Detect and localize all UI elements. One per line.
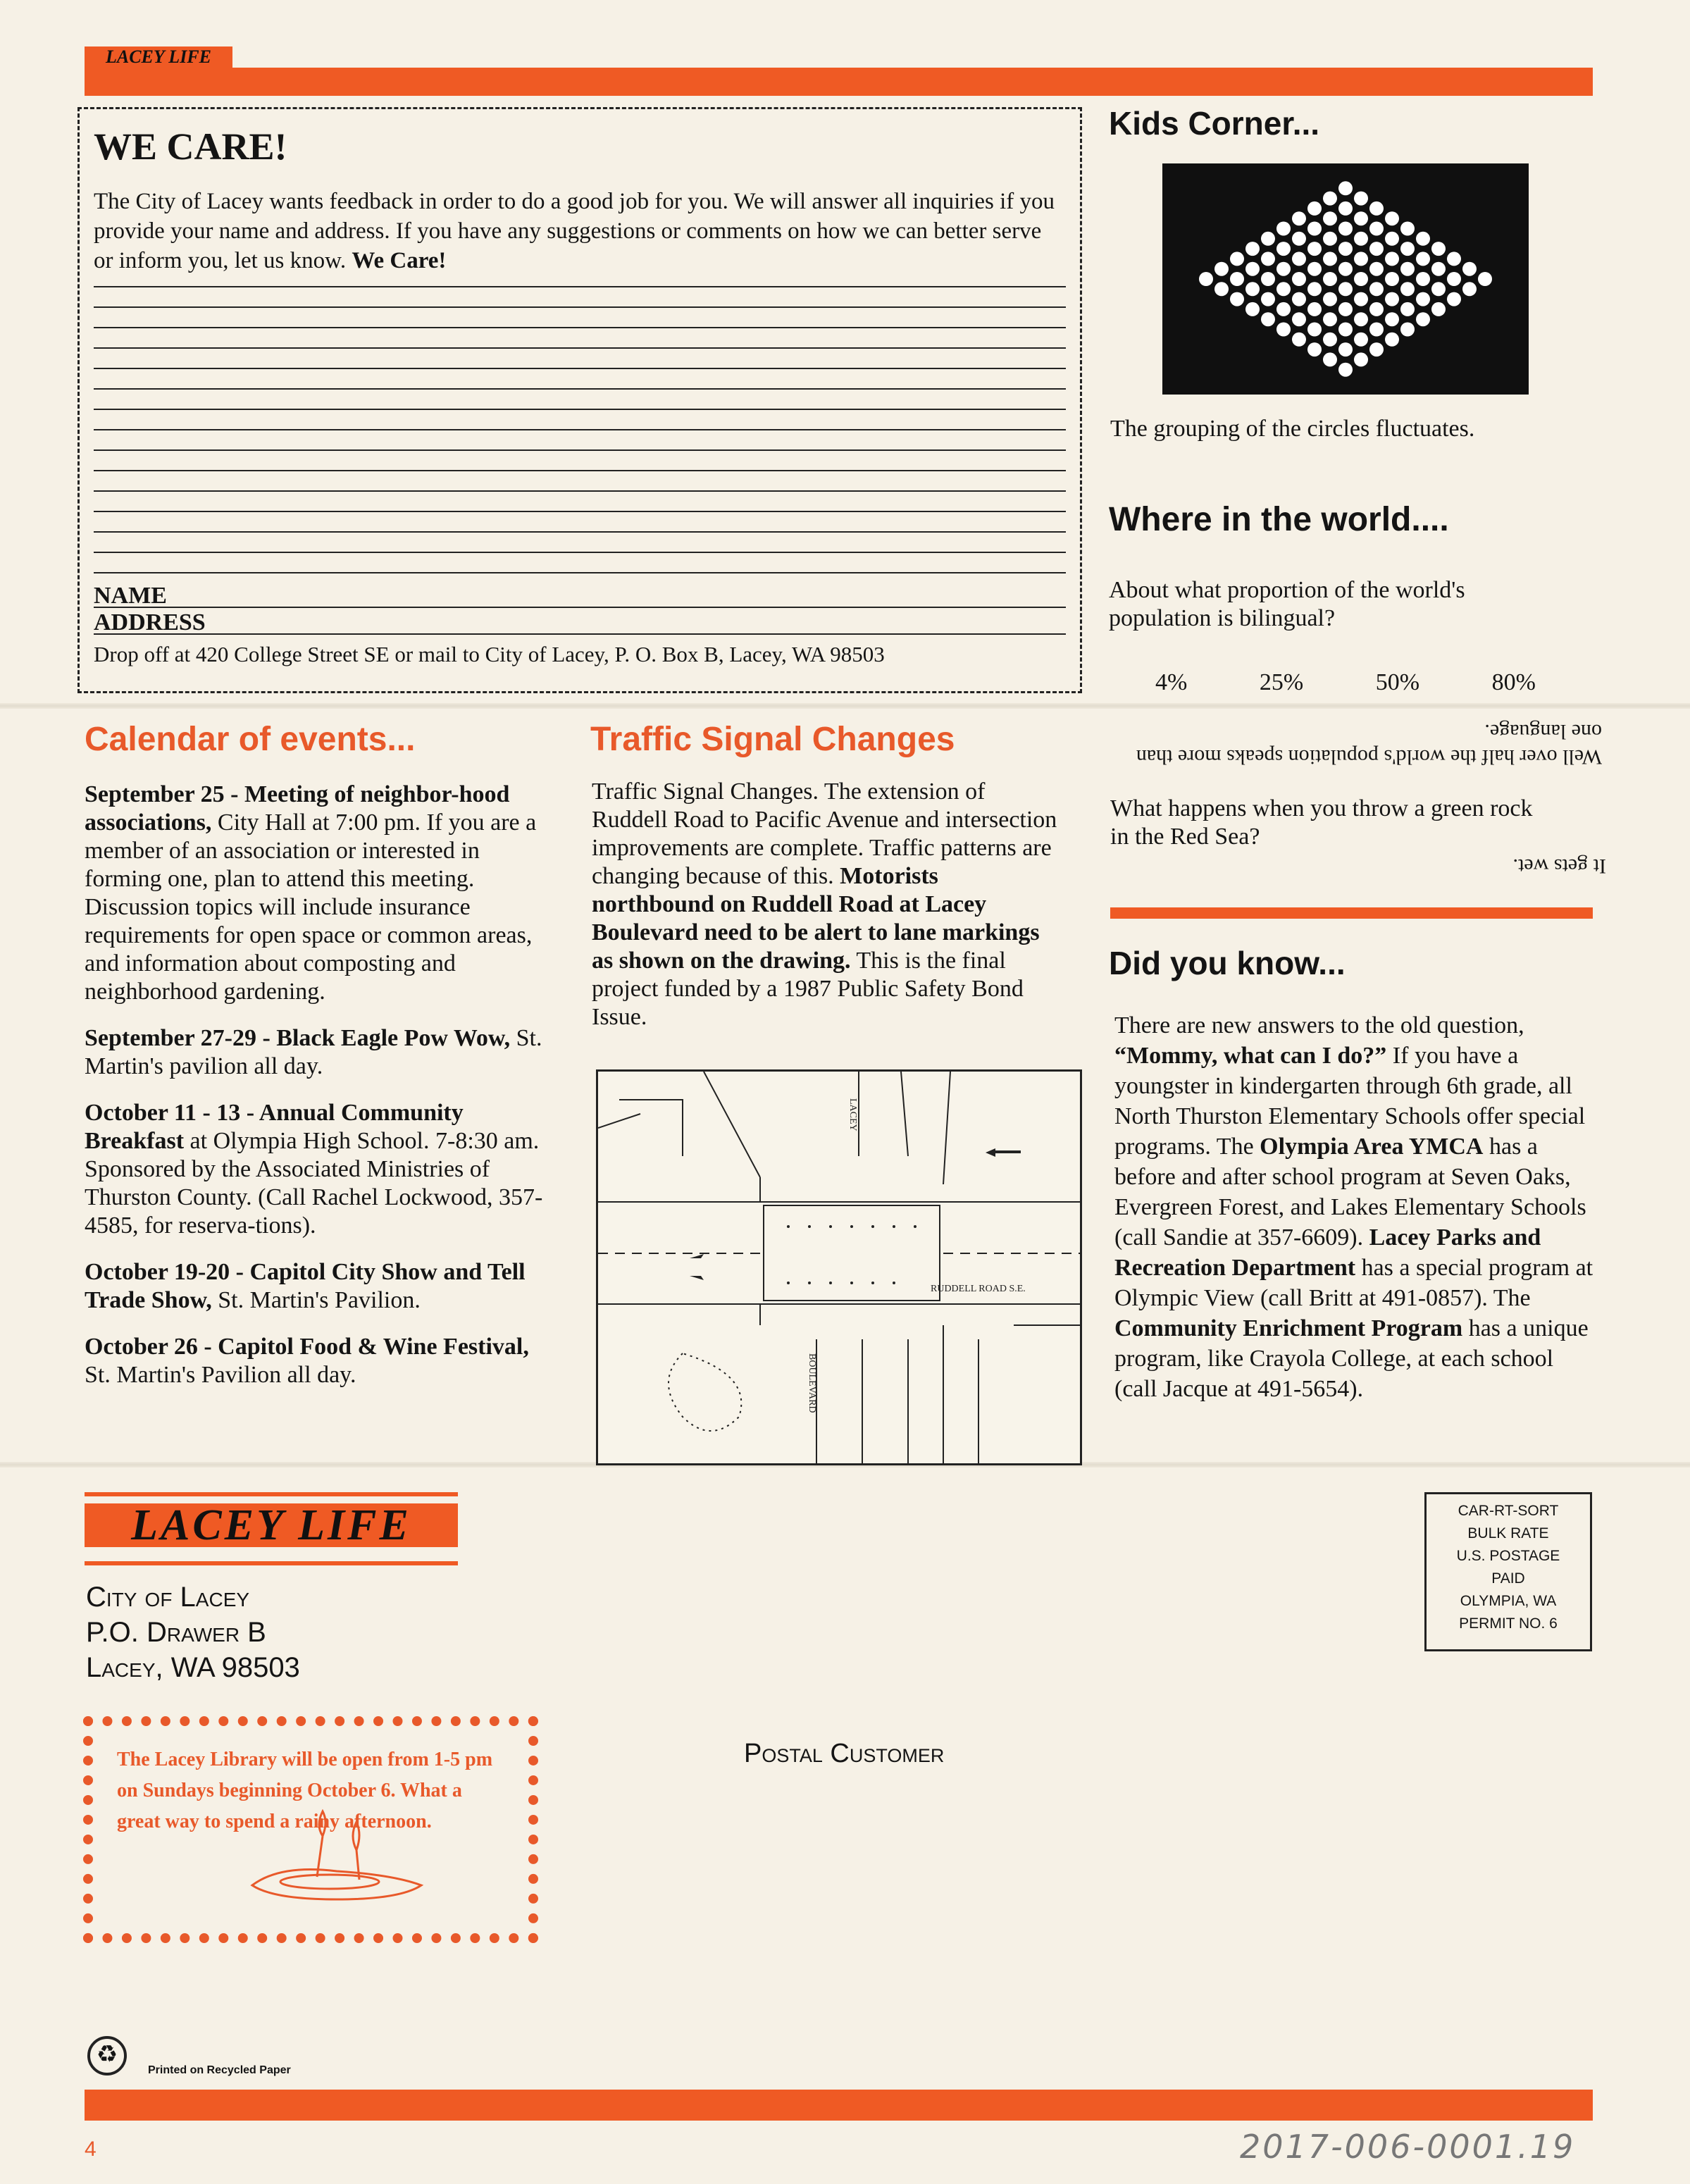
- circles-illusion: [1162, 163, 1529, 395]
- illusion-circle: [1462, 262, 1477, 276]
- illusion-circle: [1261, 252, 1275, 266]
- illusion-circle: [1400, 302, 1415, 316]
- illusion-circle: [1214, 282, 1229, 296]
- illusion-circle: [1338, 201, 1353, 216]
- traffic-title: Traffic Signal Changes: [590, 721, 955, 758]
- illusion-circle: [1385, 272, 1399, 286]
- did-you-know-body: There are new answers to the old question, “Mommy, what can I do?” If you have a youngster in kindergarten through 6th grade, all North Thurston Elementary Schools offer special programs. The Olympia Area YMCA has a before and after school program at Seven Oaks, Evergreen Forest, and Lakes Elementary Schools (call Sandie at 357-6609). Lacey Parks and Recreation Department has a special program at Olympic View (call Britt at 491-0857). The Community Enrichment Program has a unique program, like Crayola College, at each school (call Jacque at 491-5654).: [1114, 1012, 1593, 1402]
- illusion-circle: [1385, 333, 1399, 347]
- illusion-circle: [1431, 282, 1446, 296]
- illusion-circle: [1323, 292, 1337, 306]
- illusion-circle: [1230, 272, 1244, 286]
- option-4: 4%: [1155, 669, 1188, 695]
- event-5: October 26 - Capitol Food & Wine Festival, St. Martin's Pavilion all day.: [85, 1334, 529, 1388]
- illusion-circle: [1338, 222, 1353, 236]
- illusion-circle: [1323, 272, 1337, 286]
- illusion-circle: [1338, 342, 1353, 356]
- answer-options: [1155, 669, 1536, 696]
- kids-corner-title: Kids Corner...: [1109, 105, 1320, 142]
- illusion-circle: [1261, 292, 1275, 306]
- option-50: 50%: [1375, 669, 1420, 695]
- recycle-icon: ♻: [87, 2036, 127, 2076]
- illusion-circle: [1307, 201, 1322, 216]
- map-label-boulevard: BOULEVARD: [807, 1353, 817, 1413]
- illusion-circle: [1369, 282, 1384, 296]
- illusion-circle: [1338, 323, 1353, 337]
- illusion-circle: [1323, 352, 1337, 366]
- calendar-list: [85, 781, 549, 1389]
- feedback-lines[interactable]: [94, 267, 1066, 573]
- illusion-circle: [1338, 262, 1353, 276]
- library-note: The Lacey Library will be open from 1-5 pm on Sundays beginning October 6. What a great way to spend a rainy afternoon.: [117, 1749, 493, 1832]
- option-25: 25%: [1259, 669, 1304, 695]
- calendar-title: Calendar of events...: [85, 721, 416, 758]
- postage-permit: CAR-RT-SORT BULK RATE U.S. POSTAGE PAID OLYMPIA, WA PERMIT NO. 6: [1424, 1492, 1592, 1651]
- illusion-circle: [1307, 323, 1322, 337]
- illusion-circle: [1276, 282, 1291, 296]
- illusion-circle: [1245, 242, 1260, 256]
- illusion-circle: [1369, 302, 1384, 316]
- illusion-circle: [1214, 262, 1229, 276]
- illusion-circle: [1369, 222, 1384, 236]
- illusion-circle: [1292, 252, 1306, 266]
- illusion-circle: [1354, 352, 1368, 366]
- illusion-circle: [1338, 302, 1353, 316]
- illusion-circle: [1323, 211, 1337, 225]
- illusion-circle: [1462, 282, 1477, 296]
- illusion-circle: [1323, 333, 1337, 347]
- traffic-body: Traffic Signal Changes. The extension of Ruddell Road to Pacific Avenue and intersection improvements are complete. Traffic patterns are changing because of this. Motorists northbound on Ruddell Road at Lacey Boulevard need to be alert to lane markings as shown on the drawing. This is the final project funded by a 1987 Public Safety Bond Issue.: [592, 778, 1057, 1030]
- illusion-circle: [1400, 262, 1415, 276]
- illusion-circle: [1323, 252, 1337, 266]
- illusion-circle: [1354, 252, 1368, 266]
- illusion-circle: [1416, 272, 1430, 286]
- illusion-circle: [1354, 272, 1368, 286]
- intersection-map: [596, 1069, 1082, 1465]
- illusion-circle: [1354, 312, 1368, 326]
- address-line-1: City of Lacey: [86, 1582, 250, 1613]
- illusion-circle: [1292, 211, 1306, 225]
- postal-customer: Postal Customer: [744, 1739, 945, 1768]
- event-4: October 19-20 - Capitol City Show and Tell Trade Show, St. Martin's Pavilion.: [85, 1259, 526, 1313]
- illusion-circle: [1245, 282, 1260, 296]
- illusion-circle: [1307, 342, 1322, 356]
- illusion-circle: [1245, 302, 1260, 316]
- upside-down-answer-2: It gets wet.: [1512, 855, 1606, 878]
- illusion-circle: [1292, 292, 1306, 306]
- illusion-circle: [1385, 252, 1399, 266]
- did-you-know-title: Did you know...: [1109, 945, 1346, 981]
- illusion-circle: [1416, 312, 1430, 326]
- illusion-circle: [1338, 363, 1353, 377]
- rain-puddle-icon: [238, 1808, 435, 1913]
- illusion-circle: [1447, 292, 1461, 306]
- circle-diamond-icon: [1162, 163, 1529, 395]
- archive-id: 2017-006-0001.19: [1240, 2128, 1576, 2166]
- illusion-circle: [1354, 333, 1368, 347]
- illusion-circle: [1385, 292, 1399, 306]
- right-divider: [1110, 907, 1593, 919]
- where-world-title: Where in the world....: [1109, 501, 1449, 538]
- where-question: About what proportion of the world's population is bilingual?: [1109, 577, 1465, 631]
- illusion-circle: [1276, 242, 1291, 256]
- return-address: [86, 1580, 300, 1685]
- kids-caption: The grouping of the circles fluctuates.: [1110, 416, 1475, 442]
- map-label-lacey: LACEY: [847, 1098, 858, 1131]
- illusion-circle: [1385, 211, 1399, 225]
- illusion-circle: [1338, 282, 1353, 296]
- illusion-circle: [1400, 323, 1415, 337]
- address-line-3: Lacey, WA 98503: [86, 1652, 300, 1683]
- illusion-circle: [1416, 292, 1430, 306]
- illusion-circle: [1416, 232, 1430, 246]
- illusion-circle: [1292, 333, 1306, 347]
- illusion-circle: [1431, 262, 1446, 276]
- illusion-circle: [1385, 232, 1399, 246]
- illusion-circle: [1400, 222, 1415, 236]
- recycled-note: Printed on Recycled Paper: [148, 2064, 291, 2076]
- illusion-circle: [1199, 272, 1213, 286]
- illusion-circle: [1323, 312, 1337, 326]
- illusion-circle: [1354, 192, 1368, 206]
- illusion-circle: [1323, 192, 1337, 206]
- illusion-circle: [1292, 312, 1306, 326]
- illusion-circle: [1447, 252, 1461, 266]
- illusion-circle: [1307, 282, 1322, 296]
- illusion-circle: [1385, 312, 1399, 326]
- we-care-body: The City of Lacey wants feedback in order to do a good job for you. We will answer all inquiries if you provide your name and address. If you have any suggestions or comments on how we can better serve or inform you, let us know. We Care!: [94, 189, 1055, 273]
- map-label-ruddell: RUDDELL ROAD S.E.: [931, 1284, 1026, 1294]
- illusion-circle: [1431, 242, 1446, 256]
- illusion-circle: [1276, 262, 1291, 276]
- illusion-circle: [1369, 262, 1384, 276]
- illusion-circle: [1369, 323, 1384, 337]
- illusion-circle: [1369, 201, 1384, 216]
- illusion-circle: [1478, 272, 1492, 286]
- illusion-circle: [1307, 222, 1322, 236]
- name-field[interactable]: NAME: [94, 583, 1066, 608]
- illusion-circle: [1354, 211, 1368, 225]
- illusion-circle: [1230, 292, 1244, 306]
- illusion-circle: [1416, 252, 1430, 266]
- upside-down-answer-1: Well over half the world's population speaks more than one language.: [1136, 720, 1602, 769]
- page-number: 4: [85, 2138, 97, 2161]
- footer-rule: [85, 2090, 1593, 2121]
- option-80: 80%: [1491, 669, 1536, 695]
- header-rule: [85, 68, 1593, 96]
- illusion-circle: [1245, 262, 1260, 276]
- illusion-circle: [1230, 252, 1244, 266]
- illusion-circle: [1338, 242, 1353, 256]
- illusion-circle: [1354, 232, 1368, 246]
- illusion-circle: [1400, 282, 1415, 296]
- we-care-box: [77, 107, 1082, 693]
- address-line-2: P.O. Drawer B: [86, 1617, 266, 1648]
- address-field[interactable]: ADDRESS: [94, 609, 1066, 635]
- illusion-circle: [1276, 222, 1291, 236]
- illusion-circle: [1307, 302, 1322, 316]
- illusion-circle: [1276, 323, 1291, 337]
- illusion-circle: [1447, 272, 1461, 286]
- dropoff-text: Drop off at 420 College Street SE or mail to City of Lacey, P. O. Box B, Lacey, WA 98503: [94, 642, 885, 666]
- mailer-logo: LACEY LIFE: [85, 1492, 458, 1565]
- intersection-drawing: [598, 1072, 1080, 1463]
- illusion-circle: [1369, 342, 1384, 356]
- where-question-2: What happens when you throw a green rock in the Red Sea?: [1110, 795, 1533, 850]
- illusion-circle: [1307, 262, 1322, 276]
- masthead-small: LACEY LIFE: [85, 46, 232, 68]
- event-1: September 25 - Meeting of neighbor-hood associations, City Hall at 7:00 pm. If you are a member of an association or interested in forming one, plan to attend this meeting. Discussion topics will include insurance requirements for open space or common areas, and information about composting and neighborhood gardening.: [85, 781, 537, 1005]
- illusion-circle: [1431, 302, 1446, 316]
- illusion-circle: [1261, 312, 1275, 326]
- illusion-circle: [1354, 292, 1368, 306]
- illusion-circle: [1400, 242, 1415, 256]
- illusion-circle: [1261, 232, 1275, 246]
- event-2: September 27-29 - Black Eagle Pow Wow, St. Martin's pavilion all day.: [85, 1025, 542, 1079]
- illusion-circle: [1261, 272, 1275, 286]
- illusion-circle: [1338, 181, 1353, 195]
- illusion-circle: [1292, 232, 1306, 246]
- illusion-circle: [1292, 272, 1306, 286]
- illusion-circle: [1323, 232, 1337, 246]
- library-coupon: [83, 1716, 538, 1943]
- illusion-circle: [1369, 242, 1384, 256]
- we-care-title: WE CARE!: [94, 125, 287, 168]
- illusion-circle: [1276, 302, 1291, 316]
- illusion-circle: [1307, 242, 1322, 256]
- event-3: October 11 - 13 - Annual Community Breakfast at Olympia High School. 7-8:30 am. Sponsored by the Associated Ministries of Thurston County. (Call Rachel Lockwood, 357-4585, for reserva-tions).: [85, 1100, 543, 1239]
